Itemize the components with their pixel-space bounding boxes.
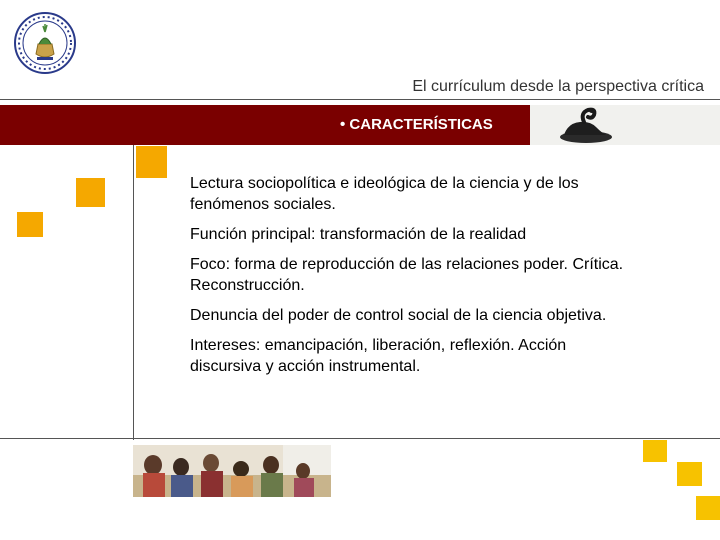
bottom-divider — [0, 438, 720, 439]
vertical-divider — [133, 145, 134, 440]
bullet-list — [190, 173, 630, 386]
list-item: Intereses: emancipación, liberación, reflexión. Acción discursiva y acción instrumental. — [190, 337, 567, 375]
ceramic-object-photo — [530, 105, 720, 145]
decorative-square — [696, 496, 720, 520]
decorative-square — [677, 462, 702, 486]
section-label: • CARACTERÍSTICAS — [340, 116, 493, 133]
seal-logo — [10, 10, 80, 76]
decorative-square — [76, 178, 105, 207]
decorative-square — [643, 440, 667, 462]
list-item: Foco: forma de reproducción de las relaciones poder. Crítica. Reconstrucción. — [190, 256, 624, 294]
decorative-square — [136, 146, 167, 178]
slide-title: El currículum desde la perspectiva crítica — [412, 78, 704, 95]
list-item: Denuncia del poder de control social de la ciencia objetiva. — [190, 307, 607, 324]
list-item: Lectura sociopolítica e ideológica de la ciencia y de los fenómenos sociales. — [190, 175, 579, 213]
children-group-photo — [133, 445, 331, 497]
header-divider — [0, 99, 720, 100]
list-item: Función principal: transformación de la realidad — [190, 226, 527, 243]
decorative-square — [17, 212, 43, 237]
